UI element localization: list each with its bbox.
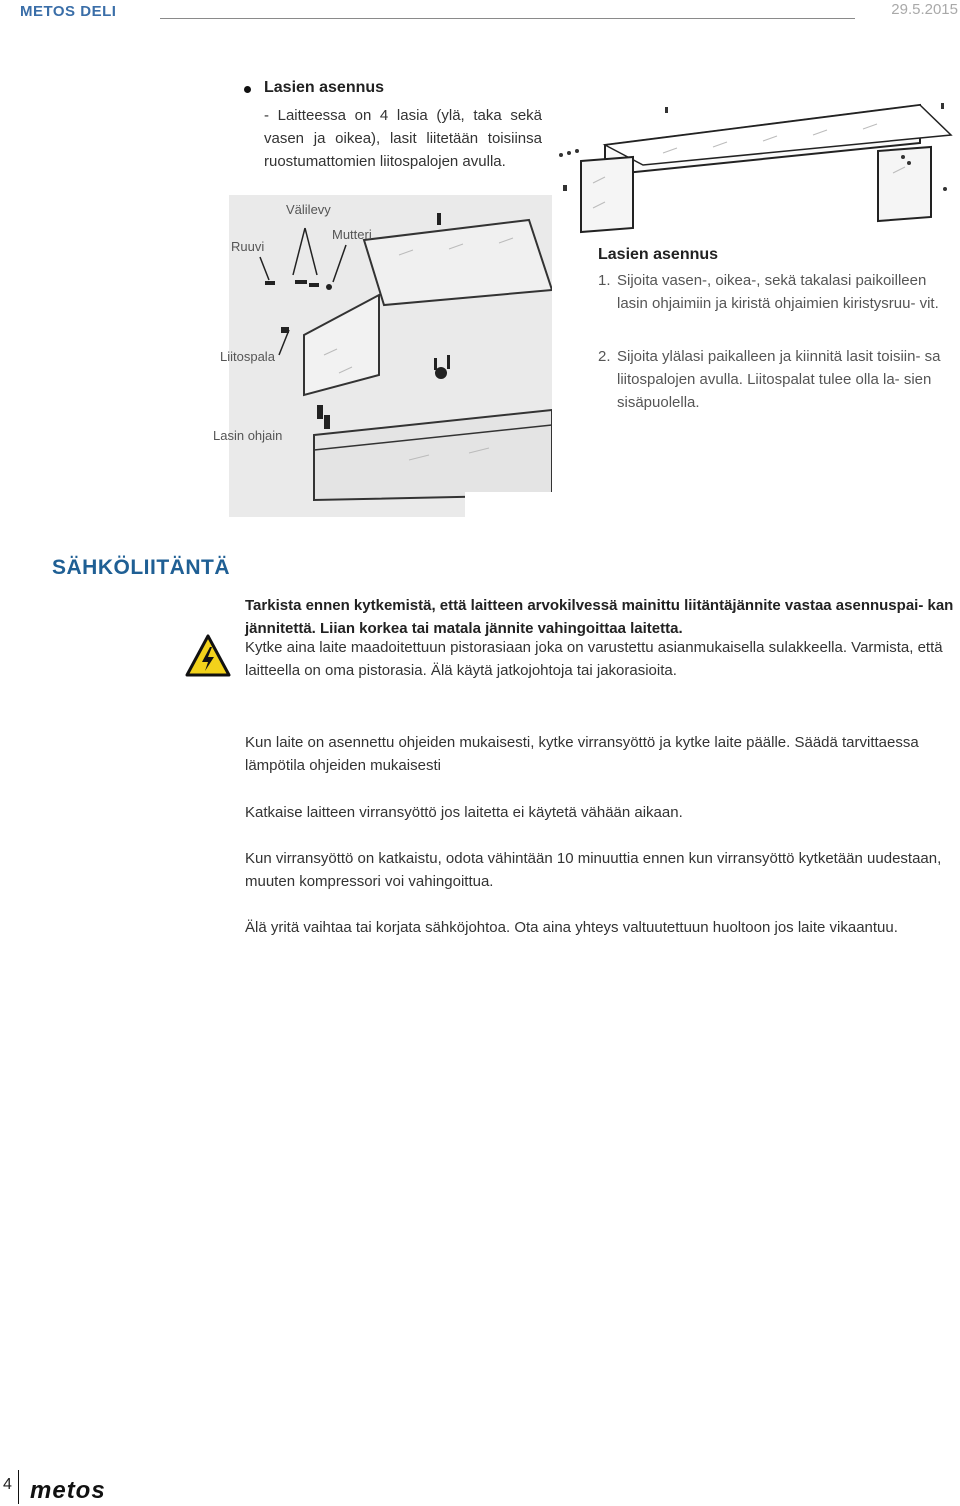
paragraph-power-on: Kun laite on asennettu ohjeiden mukaisesti, kytke virransyöttö ja kytke laite päälle. Säädä tarvittaessa lämpötila ohjeiden mukaisesti <box>245 734 919 774</box>
header-brand: METOS DELI <box>20 3 117 20</box>
label-mutteri: Mutteri <box>332 227 372 242</box>
section-title: SÄHKÖLIITÄNTÄ <box>52 556 230 579</box>
step-text: Sijoita vasen-, oikea-, sekä takalasi paikoilleen lasin ohjaimiin ja kiristä ohjaimien kiristysruu- vit. <box>617 272 939 312</box>
glass-install-bullet-title: Lasien asennus <box>264 79 385 96</box>
header-date: 29.5.2015 <box>891 1 958 18</box>
paragraph-restart-wait: Kun virransyöttö on katkaistu, odota vähintään 10 minuuttia ennen kun virransyöttö kytketään uudestaan, muuten kompressori voi vahingoittua. <box>245 850 942 890</box>
bullet-dot <box>244 86 251 93</box>
glass-install-bullet-text: - Laitteessa on 4 lasia (ylä, taka sekä vasen ja oikea), lasit liitetään toisiinsa ruostumattomien liitospalojen avulla. <box>264 107 542 170</box>
electrical-hazard-warning-icon <box>185 633 231 679</box>
label-lasin-ohjain: Lasin ohjain <box>213 428 283 443</box>
step-text: Sijoita ylälasi paikalleen ja kiinnitä lasit toisiin- sa liitospalojen avulla. Liitospalat tulee olla la- sien sisäpuolella. <box>617 348 941 411</box>
header-rule <box>160 18 855 19</box>
glass-guide-figure <box>220 195 552 517</box>
metos-logo <box>30 1478 150 1502</box>
step-2 <box>598 345 960 414</box>
label-ruuvi: Ruuvi <box>231 239 265 254</box>
step-number: 1. <box>598 272 611 289</box>
paragraph-cord-repair: Älä yritä vaihtaa tai korjata sähköjohtoa. Ota aina yhteys valtuutettuun huoltoon jos laite vikaantuu. <box>245 919 898 936</box>
footer-rule <box>18 1470 19 1504</box>
glass-guide-drawing <box>229 195 552 517</box>
paragraph-grounding: Kytke aina laite maadoitettuun pistorasiaan joka on varustettu asianmukaisella sulakkeella. Varmista, että laitteella on oma pistorasia. Älä käytä jatkojohtoja tai jakorasioita. <box>245 639 943 679</box>
page-number: 4 <box>3 1476 12 1493</box>
paragraph-power-off: Katkaise laitteen virransyöttö jos laitetta ei käytetä vähään aikaan. <box>245 804 683 821</box>
step-1 <box>598 269 960 315</box>
step-number: 2. <box>598 348 611 365</box>
glass-assembly-figure <box>553 93 953 241</box>
label-valilevy: Välilevy <box>286 202 331 217</box>
label-liitospala: Liitospala <box>220 349 275 364</box>
metos-logo-text: metos <box>30 1478 106 1502</box>
voltage-warning-text: Tarkista ennen kytkemistä, että laitteen arvokilvessä mainittu liitäntäjännite vastaa asennuspai- kan jännitettä. Liian korkea tai matala jännite vahingoittaa laitetta. <box>245 597 954 637</box>
steps-title: Lasien asennus <box>598 246 719 263</box>
